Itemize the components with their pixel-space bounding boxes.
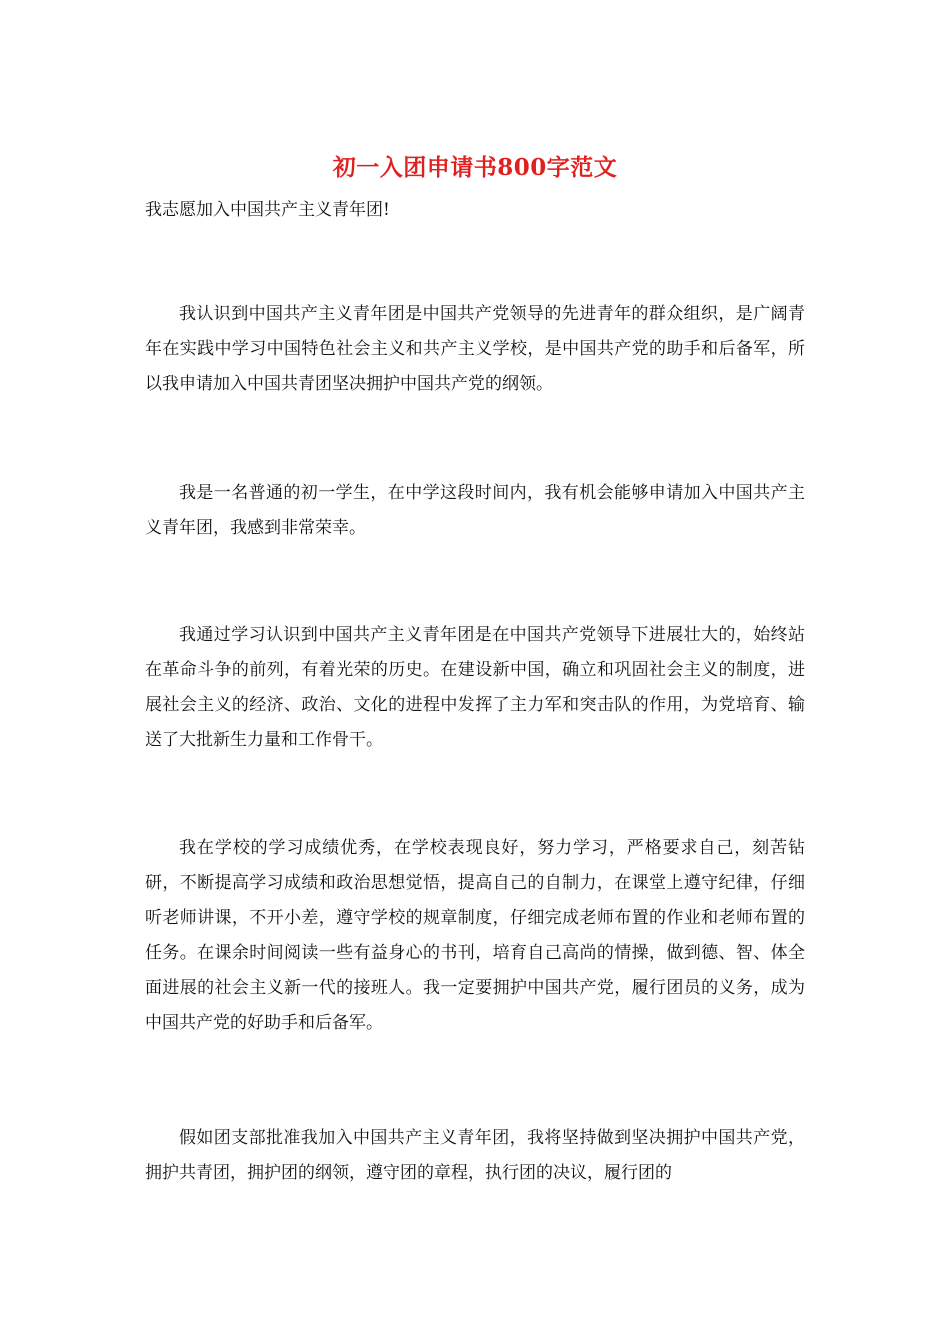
paragraph-4: 我在学校的学习成绩优秀，在学校表现良好，努力学习，严格要求自己，刻苦钻研，不断提高学习成绩和政治思想觉悟，提高自己的自制力，在课堂上遵守纪律，仔细听老师讲课，不开小差，遵守学校的规章制度，仔细完成老师布置的作业和老师布置的任务。在课余时间阅读一些有益身心的书刊，培育自己高尚的情操，做到德、智、体全面进展的社会主义新一代的接班人。我一定要拥护中国共产党，履行团员的义务，成为中国共产党的好助手和后备军。 xyxy=(145,838,805,1033)
page-title: 初一入团申请书800字范文 xyxy=(332,154,618,181)
paragraph-5: 假如团支部批准我加入中国共产主义青年团，我将坚持做到坚决拥护中国共产党，拥护共青团，拥护团的纲领，遵守团的章程，执行团的决议，履行团的 xyxy=(145,1128,805,1183)
paragraph-1: 我认识到中国共产主义青年团是中国共产党领导的先进青年的群众组织，是广阔青年在实践中学习中国特色社会主义和共产主义学校，是中国共产党的助手和后备军，所以我申请加入中国共青团坚决拥护中国共产党的纲领。 xyxy=(145,304,805,394)
paragraph-2: 我是一名普通的初一学生，在中学这段时间内，我有机会能够申请加入中国共产主义青年团，我感到非常荣幸。 xyxy=(145,483,805,538)
paragraph-3: 我通过学习认识到中国共产主义青年团是在中国共产党领导下进展壮大的，始终站在革命斗争的前列，有着光荣的历史。在建设新中国，确立和巩固社会主义的制度，进展社会主义的经济、政治、文化的进程中发挥了主力军和突击队的作用，为党培育、输送了大批新生力量和工作骨干。 xyxy=(145,625,805,750)
opening-line: 我志愿加入中国共产主义青年团! xyxy=(145,200,390,220)
